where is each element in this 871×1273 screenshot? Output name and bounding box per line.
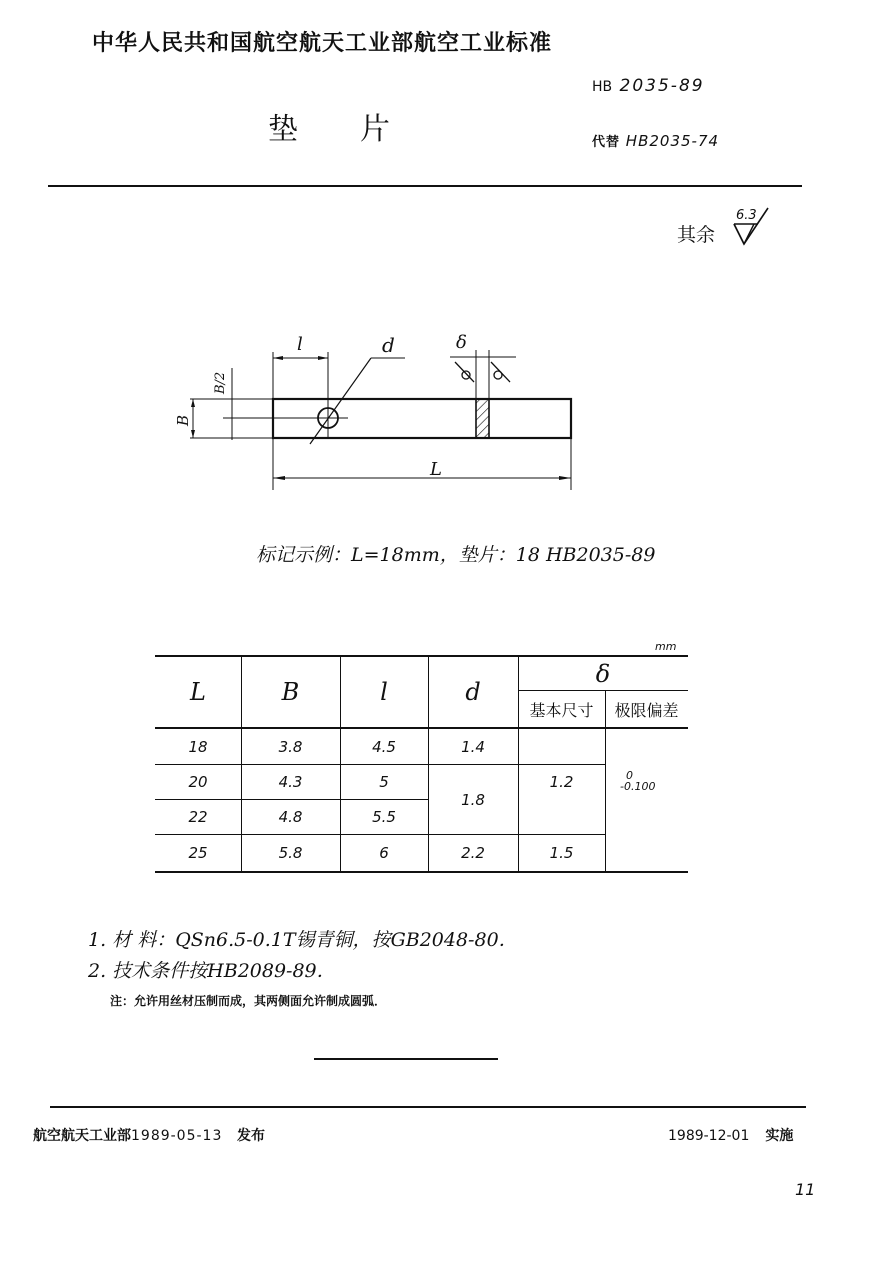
issuer: 航空航天工业部: [33, 1128, 131, 1144]
header-d: d: [465, 678, 481, 706]
cell-B: 3.8: [278, 737, 303, 756]
end-of-text-line: [314, 1058, 498, 1060]
dim-label-delta: δ: [456, 332, 467, 353]
issue-info: [33, 1125, 265, 1145]
replaces-standard: [592, 131, 719, 150]
cell-B: 4.3: [278, 773, 303, 791]
dim-label-b-half: B/2: [213, 371, 228, 394]
note-material: 1. 材 料：QSn6.5-0.1T锡青铜，按GB2048-80．: [88, 929, 518, 951]
cell-d-merged: 1.8: [461, 790, 485, 809]
effective-label: 实施: [765, 1128, 794, 1144]
header-divider: [48, 185, 802, 187]
issue-date: 1989-05-13: [131, 1128, 223, 1144]
washer-drawing: [160, 320, 600, 500]
dim-label-d: d: [382, 333, 395, 357]
table-bottom-border: [155, 871, 688, 873]
cell-d: 2.2: [461, 844, 485, 862]
roughness-label: 其余: [677, 224, 716, 246]
cell-l: 4.5: [372, 737, 396, 756]
cell-L: 20: [188, 773, 208, 791]
title-char-2: 片: [360, 112, 390, 147]
header-basic-size: 基本尺寸: [529, 700, 594, 720]
replaces-label: 代替: [592, 135, 621, 150]
header-L: L: [190, 678, 206, 706]
page-number: 11: [795, 1180, 816, 1199]
cell-L: 25: [188, 844, 208, 862]
header-delta: δ: [595, 659, 611, 688]
standard-number-value: 2035-89: [619, 76, 705, 96]
dim-label-small-l: l: [297, 334, 303, 355]
cell-l: 6: [379, 844, 389, 862]
issue-label: 发布: [237, 1128, 265, 1144]
issuing-organization: 中华人民共和国航空航天工业部航空工业标准: [92, 31, 553, 56]
footer-divider: [50, 1106, 806, 1108]
standard-number: [592, 76, 705, 96]
standard-prefix: HB: [592, 79, 613, 95]
header-limit-deviation: 极限偏差: [614, 700, 679, 720]
cell-l: 5.5: [372, 808, 396, 826]
roughness-symbol-icon: [728, 200, 778, 250]
cell-d: 1.4: [461, 737, 485, 756]
dim-label-L: L: [430, 459, 442, 480]
note-remark: 注：允许用丝材压制而成，其两侧面允许制成圆弧．: [110, 994, 387, 1008]
effective-date: 1989-12-01: [668, 1128, 750, 1144]
roughness-note: [677, 220, 715, 247]
cell-L: 18: [188, 737, 208, 756]
cell-L: 22: [188, 808, 208, 826]
cell-delta-basic: 1.5: [549, 844, 574, 862]
cell-B: 5.8: [278, 844, 303, 862]
header-B: B: [281, 678, 300, 706]
delta-tolerance: [620, 770, 655, 792]
tolerance-upper: 0: [626, 769, 633, 782]
cell-delta-basic-merged: 1.2: [549, 772, 574, 791]
header-l: l: [380, 678, 388, 706]
dim-label-B: B: [174, 414, 192, 426]
replaces-number: HB2035-74: [625, 132, 720, 150]
marking-example: 标记示例：L=18mm，垫片：18 HB2035-89: [256, 544, 656, 566]
table-unit: mm: [655, 640, 677, 653]
cell-l: 5: [379, 773, 389, 791]
tolerance-lower: -0.100: [620, 780, 656, 793]
cell-B: 4.8: [278, 808, 303, 826]
roughness-value: 6.3: [736, 208, 757, 223]
document-title: [268, 104, 390, 148]
note-technical-conditions: 2. 技术条件按HB2089-89．: [88, 960, 336, 982]
title-char-1: 垫: [268, 112, 298, 147]
effective-info: [668, 1125, 793, 1145]
